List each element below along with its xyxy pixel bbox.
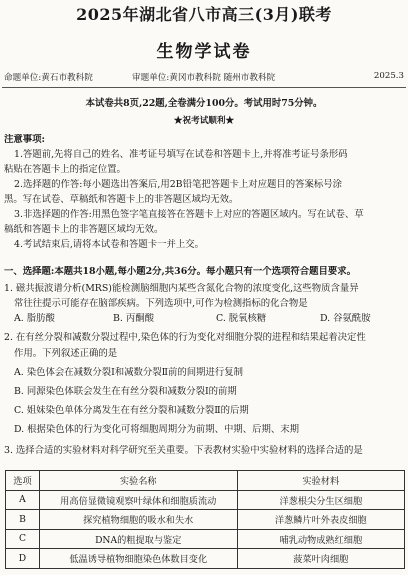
divider	[2, 87, 406, 88]
q3-stem: 3. 选择合适的实验材料对科学研究至关重要。下表教材实验中实验材料的选择合适的是	[4, 445, 363, 456]
notes-heading: 注意事项:	[4, 134, 45, 145]
notes-line: 黑。写在试卷、草稿纸和答题卡上的非答题区域均无效。	[4, 194, 239, 205]
q2-stem: 作用。下列叙述正确的是	[14, 348, 118, 359]
table-cell: 菠菜叶肉细胞	[237, 549, 404, 569]
table-cell: 低温诱导植物细胞染色体数目变化	[39, 549, 237, 569]
table-cell: 洋葱根尖分生区细胞	[237, 490, 404, 510]
q2-stem: 2. 在有丝分裂和减数分裂过程中,染色体的行为变化对细胞分裂的进程和结果起着决定性	[4, 332, 366, 343]
table-cell: 洋葱鳞片叶外表皮细胞	[237, 510, 404, 530]
q1-stem: 常往往提示可能存在脑部疾病。下列选项中,可作为检测指标的化合物是	[14, 298, 308, 309]
section-intro: 一、选择题:本题共18小题,每小题2分,共36分。每小题只有一个选项符合题目要求。	[4, 266, 356, 277]
notes-line: 1.答题前,先将自己的姓名、准考证号填写在试卷和答题卡上,并将准考证号条形码	[14, 149, 348, 160]
table-row	[6, 529, 405, 549]
notes-line: 4.考试结束后,请将本试卷和答题卡一并上交。	[14, 239, 205, 250]
table-row	[6, 549, 405, 569]
reviewer: 审题单位:黄冈市教科院 随州市教科院	[132, 73, 276, 83]
table-cell: 探究植物细胞的吸水和失水	[39, 510, 237, 530]
proposer: 命题单位:黄石市教科院	[4, 73, 93, 83]
table-header-row	[6, 471, 405, 491]
q2-option-c: C. 姐妹染色单体分离发生在有丝分裂和减数分裂Ⅱ的后期	[14, 405, 249, 416]
table-row	[6, 490, 405, 510]
notes-line: 稿纸和答题卡上的非答题区域均无效。	[4, 224, 164, 235]
exam-title: 2025年湖北省八市高三(3月)联考	[76, 5, 332, 24]
exam-wish: ★祝考试顺利★	[173, 116, 235, 126]
table-cell: DNA的粗提取与鉴定	[39, 529, 237, 549]
table-cell: A	[6, 490, 40, 510]
q1-stem: 1. 磁共振波谱分析(MRS)能检测脑细胞内某些含氮化合物的浓度变化,这些物质含量异	[4, 283, 359, 294]
q3-options-table	[5, 470, 405, 569]
exam-subject: 生物学试卷	[156, 42, 252, 62]
q1-option-c: C. 脱氧核糖	[216, 313, 267, 324]
notes-line: 2.选择题的作答:每小题选出答案后,用2B铅笔把答题卡上对应题目的答案标号涂	[14, 179, 342, 190]
q2-option-a: A. 染色体会在减数分裂Ⅰ和减数分裂Ⅱ前的间期进行复制	[14, 367, 244, 378]
table-header-cell: 实验材料	[237, 471, 404, 491]
table-cell: B	[6, 510, 40, 530]
table-cell: 哺乳动物成熟红细胞	[237, 529, 404, 549]
q1-option-d: D. 谷氨酰胺	[320, 313, 371, 324]
notes-line: 3.非选择题的作答:用黑色签字笔直接答在答题卡上对应的答题区域内。写在试卷、草	[14, 209, 364, 220]
q2-option-b: B. 同源染色体联会发生在有丝分裂和减数分裂Ⅰ的前期	[14, 386, 237, 397]
exam-date: 2025.3	[373, 71, 404, 81]
table-row	[6, 510, 405, 530]
q1-option-b: B. 丙酮酸	[113, 313, 154, 324]
exam-info: 本试卷共8页,22题,全卷满分100分。考试用时75分钟。	[85, 98, 323, 109]
q2-option-d: D. 根据染色体的行为变化可将细胞周期分为前期、中期、后期、末期	[14, 424, 300, 435]
q1-option-a: A. 脂肪酸	[14, 313, 55, 324]
table-cell: 用高倍显微镜观察叶绿体和细胞质流动	[39, 490, 237, 510]
table-cell: D	[6, 549, 40, 569]
notes-line: 粘贴在答题卡上的指定位置。	[4, 164, 126, 175]
table-header-cell: 选项	[6, 471, 40, 491]
table-cell: C	[6, 529, 40, 549]
table-header-cell: 实验名称	[39, 471, 237, 491]
